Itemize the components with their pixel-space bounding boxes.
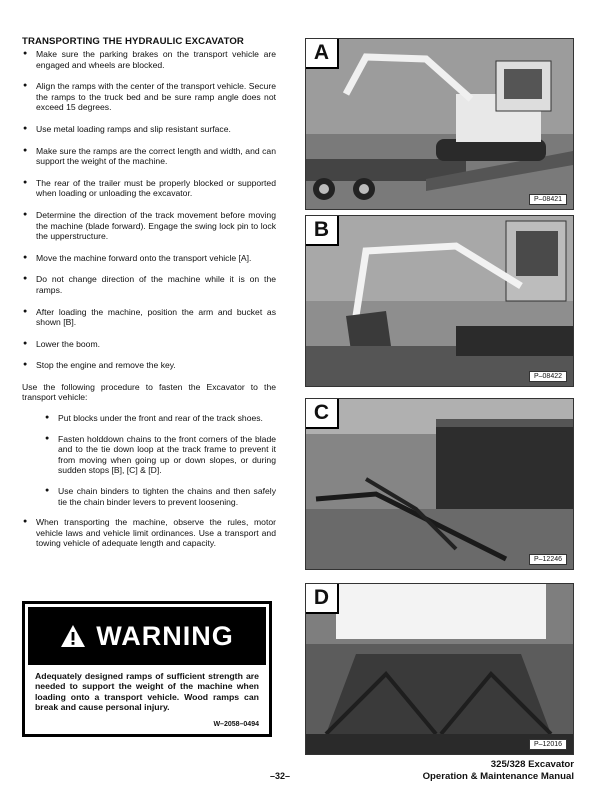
footer-title [423,759,574,782]
photo-label: D [306,584,339,614]
warning-code: W–2058–0494 [213,721,259,728]
bullet-item: ● Move the machine forward onto the transport vehicle [A]. [22,253,276,264]
trailer-bed-chains-image [306,584,573,754]
photo-d [305,583,574,755]
photo-code: P–12246 [529,554,567,565]
photo-b [305,215,574,387]
safety-bullet-list [22,49,276,371]
bullet-item: ● After loading the machine, position the arm and bucket as shown [B]. [22,307,276,328]
bullet-item: ● Use metal loading ramps and slip resistant surface. [22,124,276,135]
warning-heading: WARNING [96,620,234,651]
chain-tie-down-image [306,399,573,569]
photo-code: P–12016 [529,739,567,750]
procedure-step: ● Put blocks under the front and rear of the track shoes. [44,413,276,424]
photo-label: C [306,399,339,429]
page-number: –32– [270,771,291,781]
photo-code: P–08422 [529,371,567,382]
photo-label: B [306,216,339,246]
procedure-step: ● Use chain binders to tighten the chains and then safely tie the chain binder levers to prevent loosening. [44,486,276,507]
procedure-step: ● Fasten holddown chains to the front corners of the blade and to the tie down loop at the track frame to prevent it from moving when going up or down slopes, or during sudden stops [B], [C] & [D]. [44,434,276,476]
left-column [22,36,276,560]
photo-a [305,38,574,210]
final-bullet-list [22,517,276,549]
warning-header [28,607,266,665]
bullet-item: ● Align the ramps with the center of the transport vehicle. Secure the ramps to the truck bed and be sure ramp angle does not exceed 15 degrees. [22,81,276,113]
section-title: TRANSPORTING THE HYDRAULIC EXCAVATOR [22,36,244,47]
bullet-item: ● The rear of the trailer must be properly blocked or supported when loading or unloading the excavator. [22,178,276,199]
excavator-arm-position-image [306,216,573,386]
bullet-item: ● Make sure the parking brakes on the transport vehicle are engaged and wheels are blocked. [22,49,276,70]
procedure-intro: Use the following procedure to fasten the Excavator to the transport vehicle: [22,381,276,403]
warning-triangle-icon [60,624,86,648]
photo-label: A [306,39,339,69]
warning-box [22,601,272,737]
excavator-on-ramp-image [306,39,573,209]
photo-c [305,398,574,570]
bullet-item: ● When transporting the machine, observe the rules, motor vehicle laws and vehicle limit ordinances. Use a transport and towing vehicle of adequate length and capacity. [22,517,276,549]
procedure-step-list [44,413,276,507]
bullet-item: ● Determine the direction of the track movement before moving the machine (blade forward). Engage the swing lock pin to lock the upperstructure. [22,210,276,242]
footer-manual: Operation & Maintenance Manual [422,770,574,782]
bullet-item: ● Make sure the ramps are the correct length and width, and can support the weight of the machine. [22,146,276,167]
footer-model: 325/328 Excavator [490,759,574,770]
bullet-item: ● Stop the engine and remove the key. [22,360,276,371]
bullet-item: ● Do not change direction of the machine while it is on the ramps. [22,274,276,295]
photo-code: P–08421 [529,194,567,205]
bullet-item: ● Lower the boom. [22,339,276,350]
warning-text: Adequately designed ramps of sufficient strength are needed to support the weight of the machine when loading onto a transport vehicle. Wood ramps can break and cause personal injury. [35,671,259,713]
